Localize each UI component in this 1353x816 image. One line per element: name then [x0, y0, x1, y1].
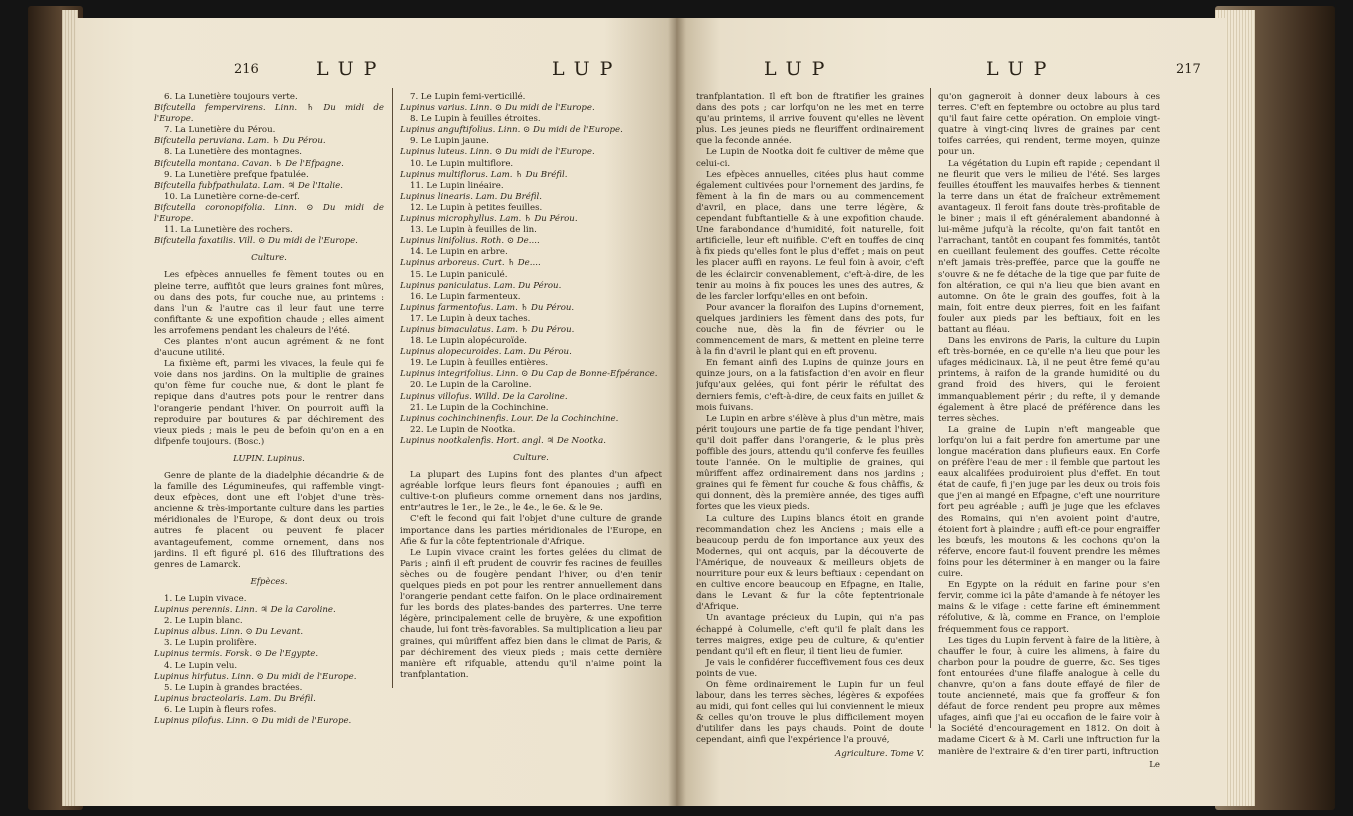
paragraph: Pour avancer la floraifon des Lupins d'ornement, quelques jardiniers les fèment dans des pots, fur couche nue, dès la fin de février ou le commencement de mars, & mettent en pleine terre à la fin d'avril le plant qui en eft provenu. [696, 302, 924, 358]
paragraph: Genre de plante de la diadelphie décandrie & de la famille des Légumineufes, qui raffemble vingt-deux efpèces, dont une eft l'objet d'une très-ancienne & très-importante culture dans les parties méridionales de l'Europe, & dont deux ou trois autres fe placent ou peuvent fe placer avantageufement, comme ornement, dans nos jardins. Il eft figuré pl. 616 des Illuftrations des genres de Lamarck. [154, 471, 384, 570]
species-latin-name: Lupinus integrifolius. Linn. ⊙ Du Cap de Bonne-Efpérance. [400, 369, 658, 380]
text-column [154, 92, 384, 747]
page-number: 216 [234, 62, 259, 77]
column-rule [392, 88, 393, 688]
species-entry: 11. Le Lupin linéaire. [410, 180, 504, 191]
species-latin-name: Lupinus perennis. Linn. ♃ De la Caroline. [154, 605, 336, 616]
species-latin-name: Bifcutella coronopifolia. Linn. ⊙ Du midi de l'Europe. [154, 202, 384, 225]
paragraph: La graine de Lupin n'eft mangeable que lorfqu'on lui a fait perdre fon amertume par une longue macération dans plufieurs eaux. En Corfe on préfère l'eau de mer : il femble que partout les eaux alcalifées produiroient plus d'effet. En tout état de caufe, fi j'en juge par les deux ou trois fois que j'en ai mangé en Efpagne, c'eft une nourriture fort peu agréable ; auffi je juge que les efclaves des Romains, qui n'en avoient point d'autre, étoient fort à plaindre ; auffi eft-ce pour engraiffer les bœufs, les moutons & les cochons qu'on la réferve, encore faut-il fouvent prendre les mêmes foins pour les déterminer à en manger ou la faire cuire. [938, 424, 1160, 580]
species-latin-name: Lupinus bracteolaris. Lam. Du Bréfil. [154, 693, 316, 704]
section-heading: Efpèces. [250, 576, 288, 587]
paragraph: Le Lupin vivace craint les fortes gelées du climat de Paris ; ainfi il eft prudent de couvrir fes racines de feuilles sèches ou de fougère pendant l'hiver, ou d'en tenir quelques pieds en pot pour les rentrer annuellement dans l'orangerie pendant cette faifon. On le place ordinairement fur les bords des plates-bandes des parterres. Une terre légère, principalement celle de bruyère, & une expofition chaude, lui font très-favorables. Sa multiplication a lieu par graines, qui mûriffent affez bien dans le climat de Paris, & par déchirement des vieux pieds ; mais cette dernière manière eft rifquable, attendu qu'il n'aime point la tranfplantation. [400, 547, 662, 680]
paragraph: La culture des Lupins blancs étoit en grande recommandation chez les Anciens ; mais elle a beaucoup perdu de fon importance aux yeux des Modernes, qui ont acquis, par la découverte de l'Amérique, de nouveaux & meilleurs objets de nourriture pour eux & leurs beftiaux : cependant on en cultive encore beaucoup en Efpagne, en Italie, dans le Levant & fur la côte feptentrionale d'Afrique. [696, 513, 924, 613]
paragraph: Le Lupin en arbre s'élève à plus d'un mètre, mais périt toujours une partie de fa tige pendant l'hiver, qu'il doit paffer dans l'orangerie, & le plus près poffible des jours, attendu qu'il conferve fes feuilles toute l'année. On le multiplie de graines, qui mûriffent affez ordinairement dans nos jardins ; graines qui fe fèment fur couche & fous châffis, & qui donnent, dès la première année, des tiges auffi fortes que les vieux pieds. [696, 413, 924, 513]
catchword: Le [1149, 759, 1160, 770]
species-entry: 4. Le Lupin velu. [164, 660, 238, 671]
species-entry: 10. Le Lupin multiflore. [410, 158, 514, 169]
running-head: LUP [316, 58, 387, 80]
left-page [76, 18, 676, 806]
paragraph: Les efpèces annuelles, citées plus haut comme également cultivées pour l'ornement des jardins, fe fèment à la fin de mars ou au commencement d'avril, en place, dans une terre légère, & cependant fubftantielle & à une expofition chaude. Une farabondance d'humidité, foit naturelle, foit artificielle, leur eft nuifible. C'eft en touffes de cinq à fix pieds qu'elles font le plus d'effet ; mais on peut les placer auffi en rayons. Le feul foin à avoir, c'eft de les éclaircir convenablement, c'eft-à-dire, de les tenir au moins à fix pouces les unes des autres, & de les farcler lorfqu'elles en ont befoin. [696, 169, 924, 302]
paragraph: qu'on gagneroit à donner deux labours à ces terres. C'eft en feptembre ou octobre au plus tard qu'il faut faire cette opération. On emploie vingt-quatre à vingt-cinq livres de graines par cent toifes carrées, qui rendent, terme moyen, quinze pour un. [938, 92, 1160, 158]
species-entry: 20. Le Lupin de la Caroline. [410, 380, 532, 391]
signature-line: Agriculture. Tome V. [835, 748, 924, 759]
species-entry: 16. Le Lupin farmenteux. [410, 291, 521, 302]
page-number: 217 [1176, 62, 1201, 77]
species-entry: 7. La Lunetière du Pérou. [164, 125, 276, 136]
species-latin-name: Lupinus villofus. Willd. De la Caroline. [400, 391, 568, 402]
right-page [676, 18, 1226, 806]
species-latin-name: Lupinus luteus. Linn. ⊙ Du midi de l'Europe. [400, 147, 595, 158]
paragraph: On fème ordinairement le Lupin fur un feul labour, dans les terres sèches, légères & expofées au midi, qui font celles qui lui conviennent le mieux & celles qu'on trouve le plus difficilement moyen d'utilifer dans les pays chauds. Point de doute cependant, ainfi que l'expérience l'a prouvé, [696, 679, 924, 746]
species-latin-name: Lupinus cochinchinenfis. Lour. De la Cochinchine. [400, 413, 619, 424]
species-latin-name: Lupinus bimaculatus. Lam. ♄ Du Pérou. [400, 324, 575, 335]
species-entry: 21. Le Lupin de la Cochinchine. [410, 402, 549, 413]
species-latin-name: Lupinus pilofus. Linn. ⊙ Du midi de l'Europe. [154, 715, 352, 726]
species-latin-name: Lupinus microphyllus. Lam. ♄ Du Pérou. [400, 214, 578, 225]
species-entry: 7. Le Lupin femi-verticillé. [410, 92, 526, 102]
book-gutter [668, 18, 686, 806]
paragraph: En Egypte on la réduit en farine pour s'en fervir, comme ici la pâte d'amande à fe nétoyer les mains & le vifage : cette farine eft éminemment réfolutive, & là, comme en France, on l'emploie fréquemment fous ce rapport. [938, 580, 1160, 635]
species-entry: 17. Le Lupin à deux taches. [410, 313, 531, 324]
species-entry: 12. Le Lupin à petites feuilles. [410, 202, 543, 213]
species-latin-name: Lupinus linifolius. Roth. ⊙ De.... [400, 236, 540, 247]
running-head: LUP [764, 58, 835, 80]
species-entry: 18. Le Lupin alopécuroïde. [410, 336, 528, 347]
species-entry: 9. Le Lupin jaune. [410, 136, 489, 147]
paragraph: tranfplantation. Il eft bon de ftratifier les graines dans des pots ; car lorfqu'on ne les met en terre qu'au printems, il arrive fouvent qu'elles ne lèvent plus. Les jeunes pieds ne fleuriffent ordinairement que la feconde année. [696, 92, 924, 147]
species-latin-name: Bifcutella faxatilis. Vill. ⊙ Du midi de l'Europe. [154, 236, 358, 247]
species-entry: 9. La Lunetière prefque fpatulée. [164, 169, 309, 180]
species-entry: 5. Le Lupin à grandes bractées. [164, 682, 303, 693]
paragraph: En femant ainfi des Lupins de quinze jours en quinze jours, on a la fatisfaction d'en avoir en fleur jufqu'aux gelées, qui font périr le réfultat des derniers femis, c'eft-à-dire, de ceux faits en juillet & mois fuivans. [696, 358, 924, 413]
species-latin-name: Lupinus alopecuroides. Lam. Du Pérou. [400, 347, 572, 358]
species-latin-name: Lupinus arboreus. Curt. ♄ De.... [400, 258, 541, 269]
text-column [400, 92, 662, 754]
species-entry: 11. La Lunetière des rochers. [164, 225, 293, 236]
running-head: LUP [552, 58, 623, 80]
species-latin-name: Bifcutella fubfpathulata. Lam. ♃ De l'Italie. [154, 180, 343, 191]
paragraph: C'eft le fecond qui fait l'objet d'une culture de grande importance dans les parties méridionales de l'Europe, en Afie & fur la côte feptentrionale d'Afrique. [400, 514, 662, 547]
species-latin-name: Lupinus termis. Forsk. ⊙ De l'Egypte. [154, 649, 319, 660]
species-entry: 1. Le Lupin vivace. [164, 593, 247, 604]
paragraph: Les efpèces annuelles fe fèment toutes ou en pleine terre, auffitôt que leurs graines font mûres, ou dans des pots, fur couche nue, au printems : dans l'un & l'autre cas il leur faut une terre confiftante & une expofition chaude ; elles aiment les arrofemens pendant les chaleurs de l'été. [154, 270, 384, 336]
species-latin-name: Bifcutella montana. Cavan. ♄ De l'Efpagne. [154, 158, 344, 169]
species-entry: 3. Le Lupin prolifère. [164, 638, 257, 649]
paragraph: Un avantage précieux du Lupin, qui n'a pas échappé à Columelle, c'eft qu'il fe plaît dans les terres maigres, exige peu de culture, & qu'entier pendant qu'il eft en fleur, il tient lieu de fumier. [696, 613, 924, 657]
species-entry: 15. Le Lupin paniculé. [410, 269, 508, 280]
species-latin-name: Lupinus hirfutus. Linn. ⊙ Du midi de l'Europe. [154, 671, 357, 682]
paragraph: Je vais le confidérer fucceffivement fous ces deux points de vue. [696, 657, 924, 679]
species-entry: 6. La Lunetière toujours verte. [164, 92, 298, 102]
text-column [938, 92, 1160, 772]
paragraph: La fixième eft, parmi les vivaces, la feule qui fe voie dans nos jardins. On la multiplie de graines qu'on fème fur couche nue, & dont le plant fe repique dans d'autres pots pour le rentrer dans l'orangerie pendant l'hiver. On pourroit auffi la reproduire par boutures & par déchirement des vieux pieds ; mais le peu de befoin qu'on en a en difpenfe toujours. (Bosc.) [154, 359, 384, 447]
species-latin-name: Lupinus farmentofus. Lam. ♄ Du Pérou. [400, 302, 575, 313]
species-entry: 13. Le Lupin à feuilles de lin. [410, 225, 537, 236]
species-entry: 2. Le Lupin blanc. [164, 616, 243, 627]
species-latin-name: Lupinus linearis. Lam. Du Bréfil. [400, 191, 542, 202]
species-latin-name: Lupinus paniculatus. Lam. Du Pérou. [400, 280, 562, 291]
species-latin-name: Lupinus albus. Linn. ⊙ Du Levant. [154, 627, 304, 638]
section-heading: Culture. [251, 253, 287, 264]
species-latin-name: Lupinus multiflorus. Lam. ♄ Du Bréfil. [400, 169, 568, 180]
column-rule [930, 88, 931, 728]
species-latin-name: Bifcutella peruviana. Lam. ♄ Du Pérou. [154, 136, 326, 147]
species-entry: 8. Le Lupin à feuilles étroites. [410, 114, 541, 125]
paragraph: Dans les environs de Paris, la culture du Lupin eft très-bornée, en ce qu'elle n'a lieu que pour les ufages médicinaux. Là, il ne peut être femé qu'au printems, à raifon de la grande humidité ou du grand froid des hivers, qui le feroient immanquablement périr ; du refte, il y demande également à être placé de préférence dans les terres sèches. [938, 336, 1160, 424]
paragraph: La végétation du Lupin eft rapide ; cependant il ne fleurit que vers le milieu de l'été. Ses larges feuilles étouffent les mauvaifes herbes & tiennent la terre dans un état de fraîcheur extrêmement avantageux. Il feroit fans doute très-profitable de le biner ; mais il eft généralement abandonné à lui-même jufqu'à la récolte, qu'on fait tantôt en l'arrachant, tantôt en coupant fes fommités, tantôt en cueillant feulement des gouffes. Cette récolte n'eft jamais très-preffée, parce que la gouffe ne s'ouvre & ne fe détache de la tige que par fuite de fon altération, ce qui n'a lieu que bien avant en automne. On ôte le grain des gouffes, foit à la main, foit entre deux pierres, foit en les faifant fouler aux pieds par les beftiaux, foit en les battant au fléau. [938, 158, 1160, 335]
species-latin-name: Lupinus nootkalenfis. Hort. angl. ♃ De Nootka. [400, 435, 606, 446]
paragraph: Ces plantes n'ont aucun agrément & ne font d'aucune utilité. [154, 336, 384, 359]
species-entry: 19. Le Lupin à feuilles entières. [410, 358, 549, 369]
section-heading: LUPIN. Lupinus. [233, 453, 305, 464]
species-entry: 8. La Lunetière des montagnes. [164, 147, 302, 158]
species-entry: 10. La Lunetière corne-de-cerf. [164, 191, 300, 202]
species-entry: 6. Le Lupin à fleurs rofes. [164, 704, 277, 715]
paragraph: La plupart des Lupins font des plantes d'un afpect agréable lorfque leurs fleurs font épanouies ; auffi en cultive-t-on plufieurs comme ornement dans nos jardins, entr'autres le 1er., le 2e., le 4e., le 6e. & le 9e. [400, 470, 662, 514]
species-latin-name: Bifcutella fempervirens. Linn. ♄ Du midi de l'Europe. [154, 103, 384, 125]
paragraph: Le Lupin de Nootka doit fe cultiver de même que celui-ci. [696, 147, 924, 169]
species-latin-name: Lupinus anguftifolius. Linn. ⊙ Du midi de l'Europe. [400, 125, 623, 136]
section-heading: Culture. [513, 453, 549, 463]
running-head: LUP [986, 58, 1057, 80]
species-latin-name: Lupinus varius. Linn. ⊙ Du midi de l'Europe. [400, 103, 595, 114]
text-column [696, 92, 924, 772]
species-entry: 14. Le Lupin en arbre. [410, 247, 508, 258]
paragraph: Les tiges du Lupin fervent à faire de la litière, à chauffer le four, à cuire les alimens, à faire du charbon pour la poudre de guerre, &c. Ses tiges font entourées d'une filaffe analogue à celle du chanvre, qu'on a fans doute effayé de filer de toute ancienneté, mais que fa groffeur & fon défaut de force rendent peu propre aux mêmes ufages, ainfi que j'ai eu occafion de le faire voir à la Société d'encouragement en 1812. On doit à madame Cicert & à M. Carli une inftruction fur la manière de l'extraire & d'en tirer parti, inftruction [938, 635, 1160, 757]
species-entry: 22. Le Lupin de Nootka. [410, 424, 516, 435]
